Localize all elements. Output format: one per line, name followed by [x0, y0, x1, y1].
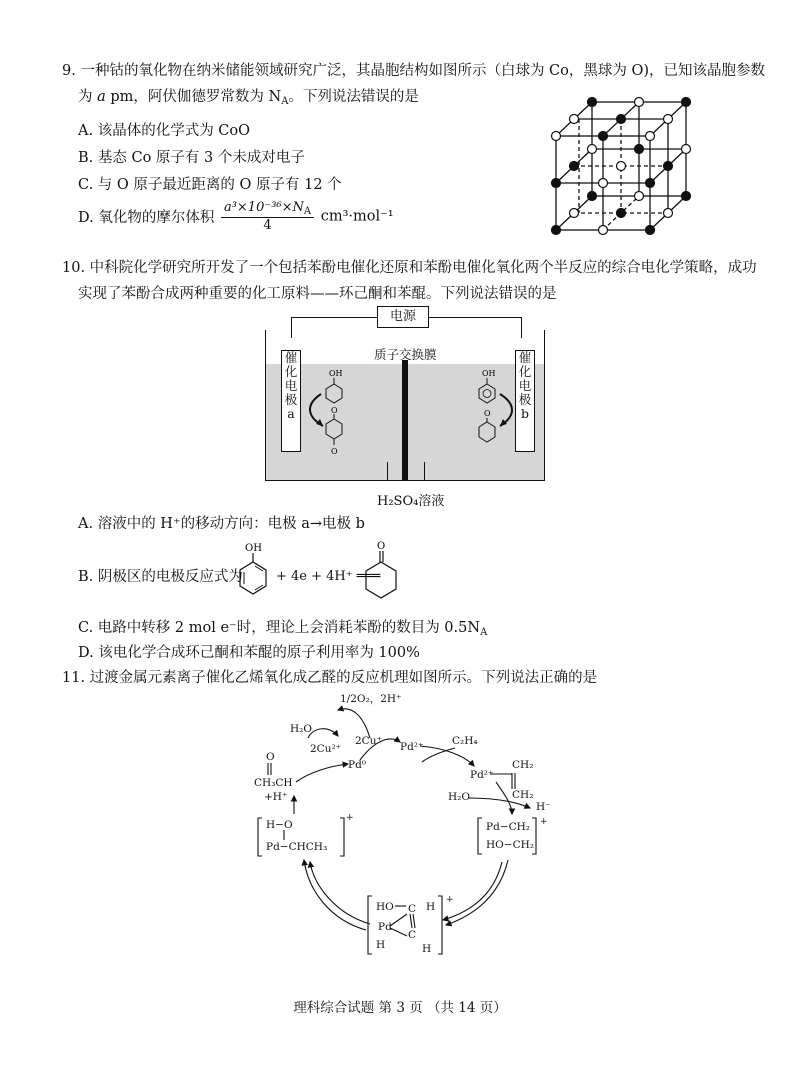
- q9-option-b: B. 基态 Co 原子有 3 个未成对电子: [78, 150, 305, 166]
- cu1-label: 2Cu⁺: [355, 735, 383, 747]
- hydride-label: H⁻: [536, 801, 551, 813]
- q9-param-a: a: [97, 89, 106, 105]
- electrode-b-char: b: [520, 406, 529, 421]
- q9-frac-den: 4: [263, 218, 272, 233]
- bottom-pd: Pd: [378, 921, 392, 933]
- electrode-a-char: a: [287, 406, 295, 421]
- q9-stem-text: pm，阿伏伽德罗常数为 N: [105, 89, 282, 105]
- cu2-label: 2Cu²⁺: [310, 743, 342, 755]
- q10-electrolysis-diagram: [265, 302, 545, 522]
- svg-text:O: O: [331, 447, 338, 456]
- q9-option-d-label: D. 氧化物的摩尔体积: [78, 210, 215, 226]
- bottom-complex-charge: +: [446, 895, 454, 905]
- q9-stem-text: 。下列说法错误的是: [288, 89, 419, 105]
- electrode-b-char: 极: [518, 392, 532, 407]
- q10-option-b-equation: + 4e + 4H⁺ ═══: [276, 569, 381, 584]
- pd2-label: Pd²⁺: [400, 741, 424, 753]
- svg-text:OH: OH: [482, 369, 496, 378]
- bottom-h3: H: [422, 943, 432, 955]
- solution-label: H₂SO₄溶液: [377, 494, 445, 509]
- tank-outlet: [387, 462, 425, 481]
- ch2-bottom-label: CH₂: [512, 789, 534, 801]
- pd-ethylene-label: Pd²⁺: [470, 769, 494, 781]
- aldehyde-o: O: [266, 751, 275, 763]
- q10-stem-line2: 实现了苯酚合成两种重要的化工原料——环己酮和苯醌。下列说法错误的是: [78, 286, 557, 302]
- left-complex-charge: +: [346, 813, 354, 823]
- svg-text:O: O: [331, 406, 338, 415]
- q9-option-a: A. 该晶体的化学式为 CoO: [78, 123, 251, 139]
- water-in-label: H₂O: [448, 791, 470, 803]
- bottom-h1: H: [426, 901, 436, 913]
- ch2-top-label: CH₂: [512, 759, 534, 771]
- q10-option-a: A. 溶液中的 H⁺的移动方向：电极 a→电极 b: [78, 516, 365, 532]
- q9-option-d: [78, 200, 394, 233]
- svg-text:O: O: [484, 409, 491, 418]
- left-complex-line2: Pd−CHCH₃: [266, 841, 328, 853]
- electrode-a-char: 极: [284, 392, 298, 407]
- water-out-label: H₂O: [290, 723, 312, 735]
- svg-text:OH: OH: [329, 369, 343, 378]
- electrode-a-char: 催: [284, 350, 298, 365]
- right-complex-line2: HO−CH₂: [486, 839, 534, 851]
- bottom-h2: H: [376, 939, 386, 951]
- electrode-b-char: 催: [518, 350, 532, 365]
- q9-stem-line1: 9. 一种钴的氧化物在纳米储能领域研究广泛，其晶胞结构如图所示（白球为 Co，黑球为 O)，已知该晶胞参数: [62, 63, 766, 79]
- right-complex-charge: +: [540, 817, 548, 827]
- proton-label: +H⁺: [264, 791, 288, 803]
- q9-option-d-unit: cm³·mol⁻¹: [320, 208, 394, 225]
- q9-subscript: A: [281, 96, 289, 107]
- svg-text:O: O: [377, 541, 386, 552]
- electrode-a-char: 电: [284, 378, 298, 393]
- q9-frac-num: a³×10⁻³⁶×N: [223, 200, 304, 215]
- q9-option-d-fraction: [221, 200, 314, 233]
- page-footer: 理科综合试题 第 3 页 （共 14 页）: [293, 1000, 507, 1016]
- svg-text:OH: OH: [245, 543, 262, 554]
- q10-option-b-label: B. 阴极区的电极反应式为: [78, 569, 243, 585]
- q10-option-d: D. 该电化学合成环己酮和苯醌的原子利用率为 100%: [78, 645, 420, 661]
- q9-crystal-cell-figure: [548, 96, 700, 238]
- q10-option-c-text: C. 电路中转移 2 mol e⁻时，理论上会消耗苯酚的数目为 0.5N: [78, 620, 481, 636]
- q9-option-c: C. 与 O 原子最近距离的 O 原子有 12 个: [78, 177, 342, 193]
- q11-stem: 11. 过渡金属元素离子催化乙烯氧化成乙醛的反应机理如图所示。下列说法正确的是: [62, 670, 598, 686]
- o2-label: 1/2O₂，2H⁺: [340, 693, 402, 705]
- q10-stem-line1: 10. 中科院化学研究所开发了一个包括苯酚电催化还原和苯酚电催化氧化两个半反应的综合电化学策略，成功: [62, 260, 757, 276]
- membrane-label: 质子交换膜: [374, 347, 437, 362]
- q10-option-c-sub: A: [480, 627, 488, 638]
- q9-stem-text: 为: [78, 89, 98, 105]
- q10-option-c: [78, 618, 487, 643]
- power-source-label: 电源: [377, 306, 429, 328]
- electrode-b-char: 化: [518, 364, 532, 379]
- phenol-structure: [233, 540, 273, 608]
- q9-stem-line2: [78, 87, 419, 112]
- right-complex-line1: Pd−CH₂: [486, 821, 530, 833]
- acetaldehyde-label: CH₃CH: [254, 777, 293, 789]
- bottom-c2: C: [408, 929, 417, 941]
- phenol-to-benzoquinone: [301, 364, 361, 460]
- electrode-a-char: 化: [284, 364, 298, 379]
- bottom-c1: C: [408, 903, 417, 915]
- q9-frac-num-sub: A: [303, 206, 312, 217]
- bottom-ho: HO: [376, 901, 394, 913]
- ethylene-label: C₂H₄: [452, 735, 478, 747]
- electrode-b-char: 电: [518, 378, 532, 393]
- left-complex-line1: H−O: [266, 819, 293, 831]
- pd0-label: Pd⁰: [348, 759, 366, 771]
- q11-catalytic-cycle-diagram: [250, 690, 570, 960]
- cyclohexanone-structure: [358, 538, 404, 610]
- electrode-a: [281, 350, 301, 452]
- phenol-to-cyclohexanone: [470, 364, 522, 460]
